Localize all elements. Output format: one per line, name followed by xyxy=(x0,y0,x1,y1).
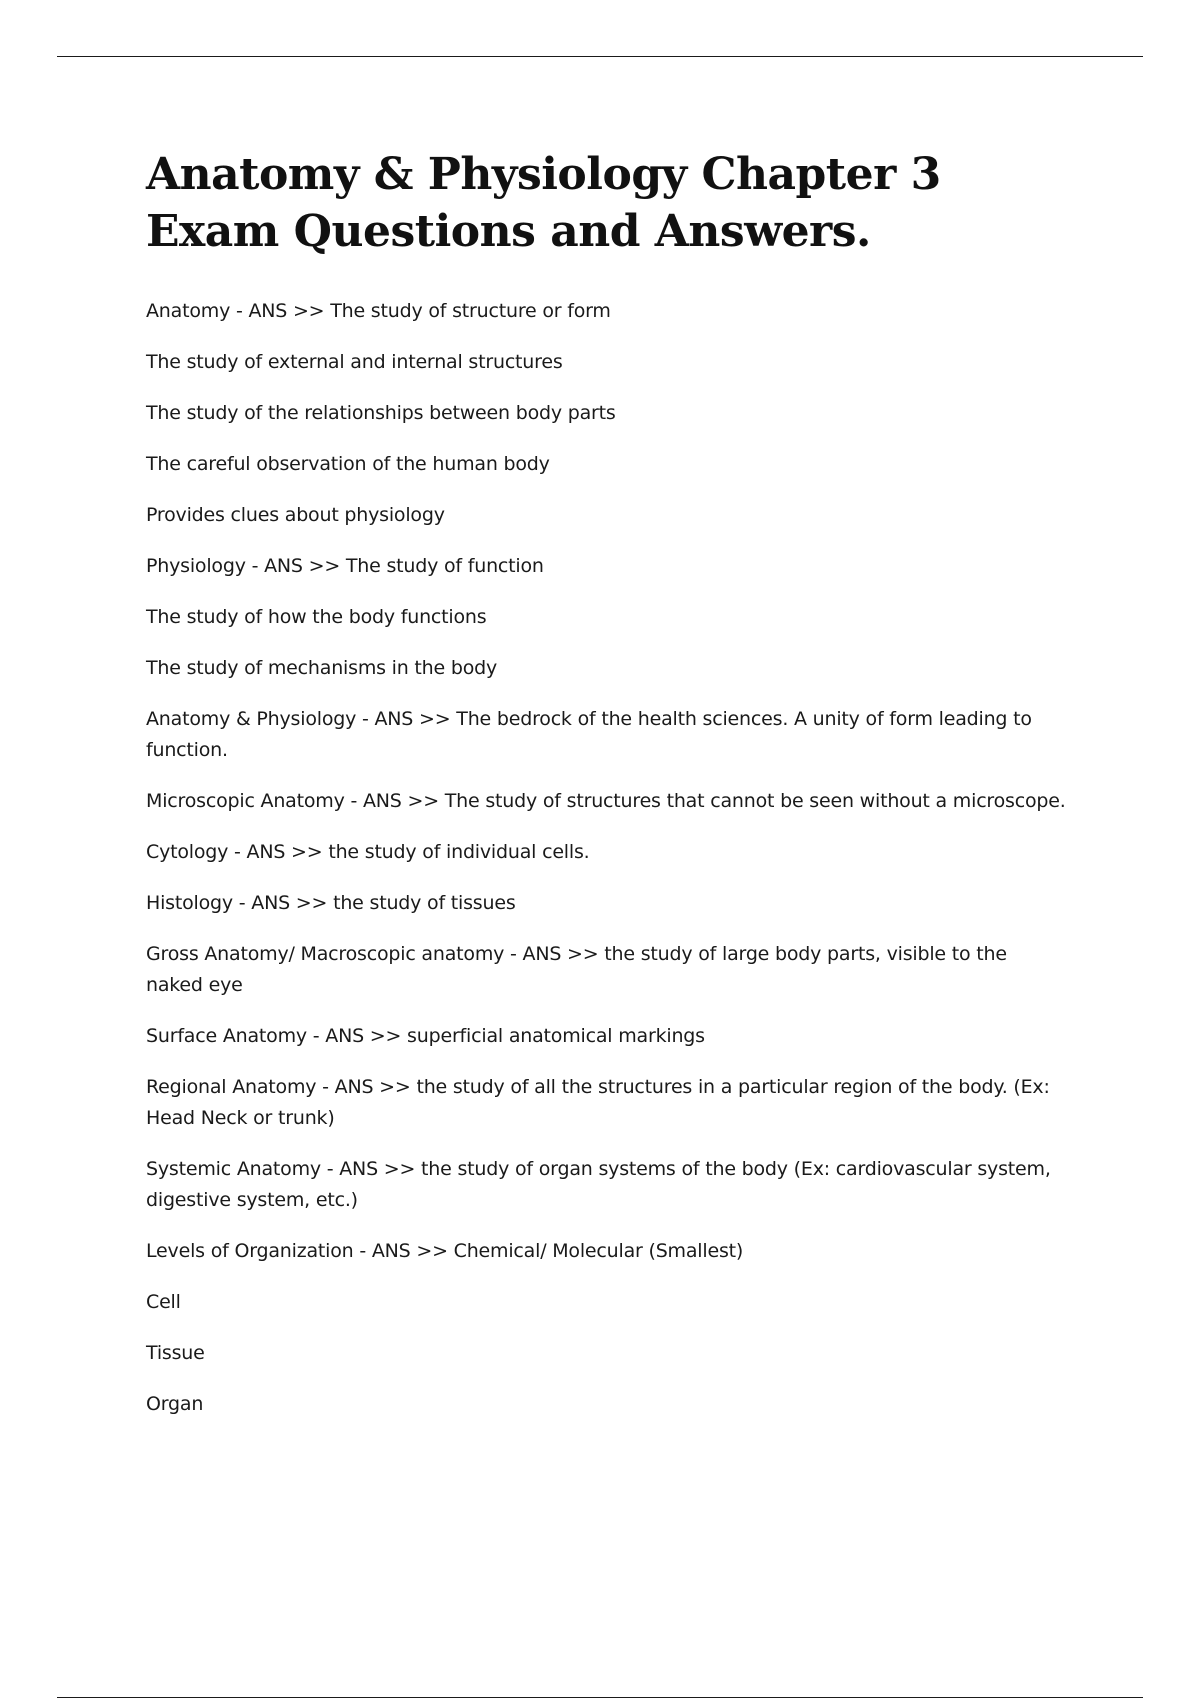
entry: The study of mechanisms in the body xyxy=(146,657,498,679)
document-body xyxy=(146,146,1066,1440)
entry: The study of the relationships between body parts xyxy=(146,402,616,424)
entry-list xyxy=(146,296,1066,1420)
entry: Systemic Anatomy - ANS >> the study of organ systems of the body (Ex: cardiovascular system, digestive system, etc.) xyxy=(146,1158,1051,1211)
entry: Regional Anatomy - ANS >> the study of all the structures in a particular region of the body. (Ex: Head Neck or trunk) xyxy=(146,1076,1050,1129)
entry: Levels of Organization - ANS >> Chemical/ Molecular (Smallest) xyxy=(146,1240,744,1262)
entry: Histology - ANS >> the study of tissues xyxy=(146,892,516,914)
entry: Provides clues about physiology xyxy=(146,504,445,526)
entry: Tissue xyxy=(146,1342,205,1364)
entry: Cytology - ANS >> the study of individual cells. xyxy=(146,841,590,863)
entry: Organ xyxy=(146,1393,204,1415)
entry: Microscopic Anatomy - ANS >> The study of structures that cannot be seen without a microscope. xyxy=(146,790,1066,812)
entry: Surface Anatomy - ANS >> superficial anatomical markings xyxy=(146,1025,705,1047)
document-title: Anatomy & Physiology Chapter 3 Exam Questions and Answers. xyxy=(146,149,941,257)
header-rule xyxy=(57,56,1143,57)
entry: Cell xyxy=(146,1291,181,1313)
entry: The careful observation of the human body xyxy=(146,453,550,475)
entry: The study of how the body functions xyxy=(146,606,487,628)
entry: Physiology - ANS >> The study of function xyxy=(146,555,544,577)
entry: Anatomy & Physiology - ANS >> The bedrock of the health sciences. A unity of form leading to function. xyxy=(146,708,1032,761)
entry: The study of external and internal structures xyxy=(146,351,563,373)
entry: Anatomy - ANS >> The study of structure or form xyxy=(146,300,611,322)
entry: Gross Anatomy/ Macroscopic anatomy - ANS >> the study of large body parts, visible to the naked eye xyxy=(146,943,1007,996)
footer-rule xyxy=(57,1697,1143,1698)
